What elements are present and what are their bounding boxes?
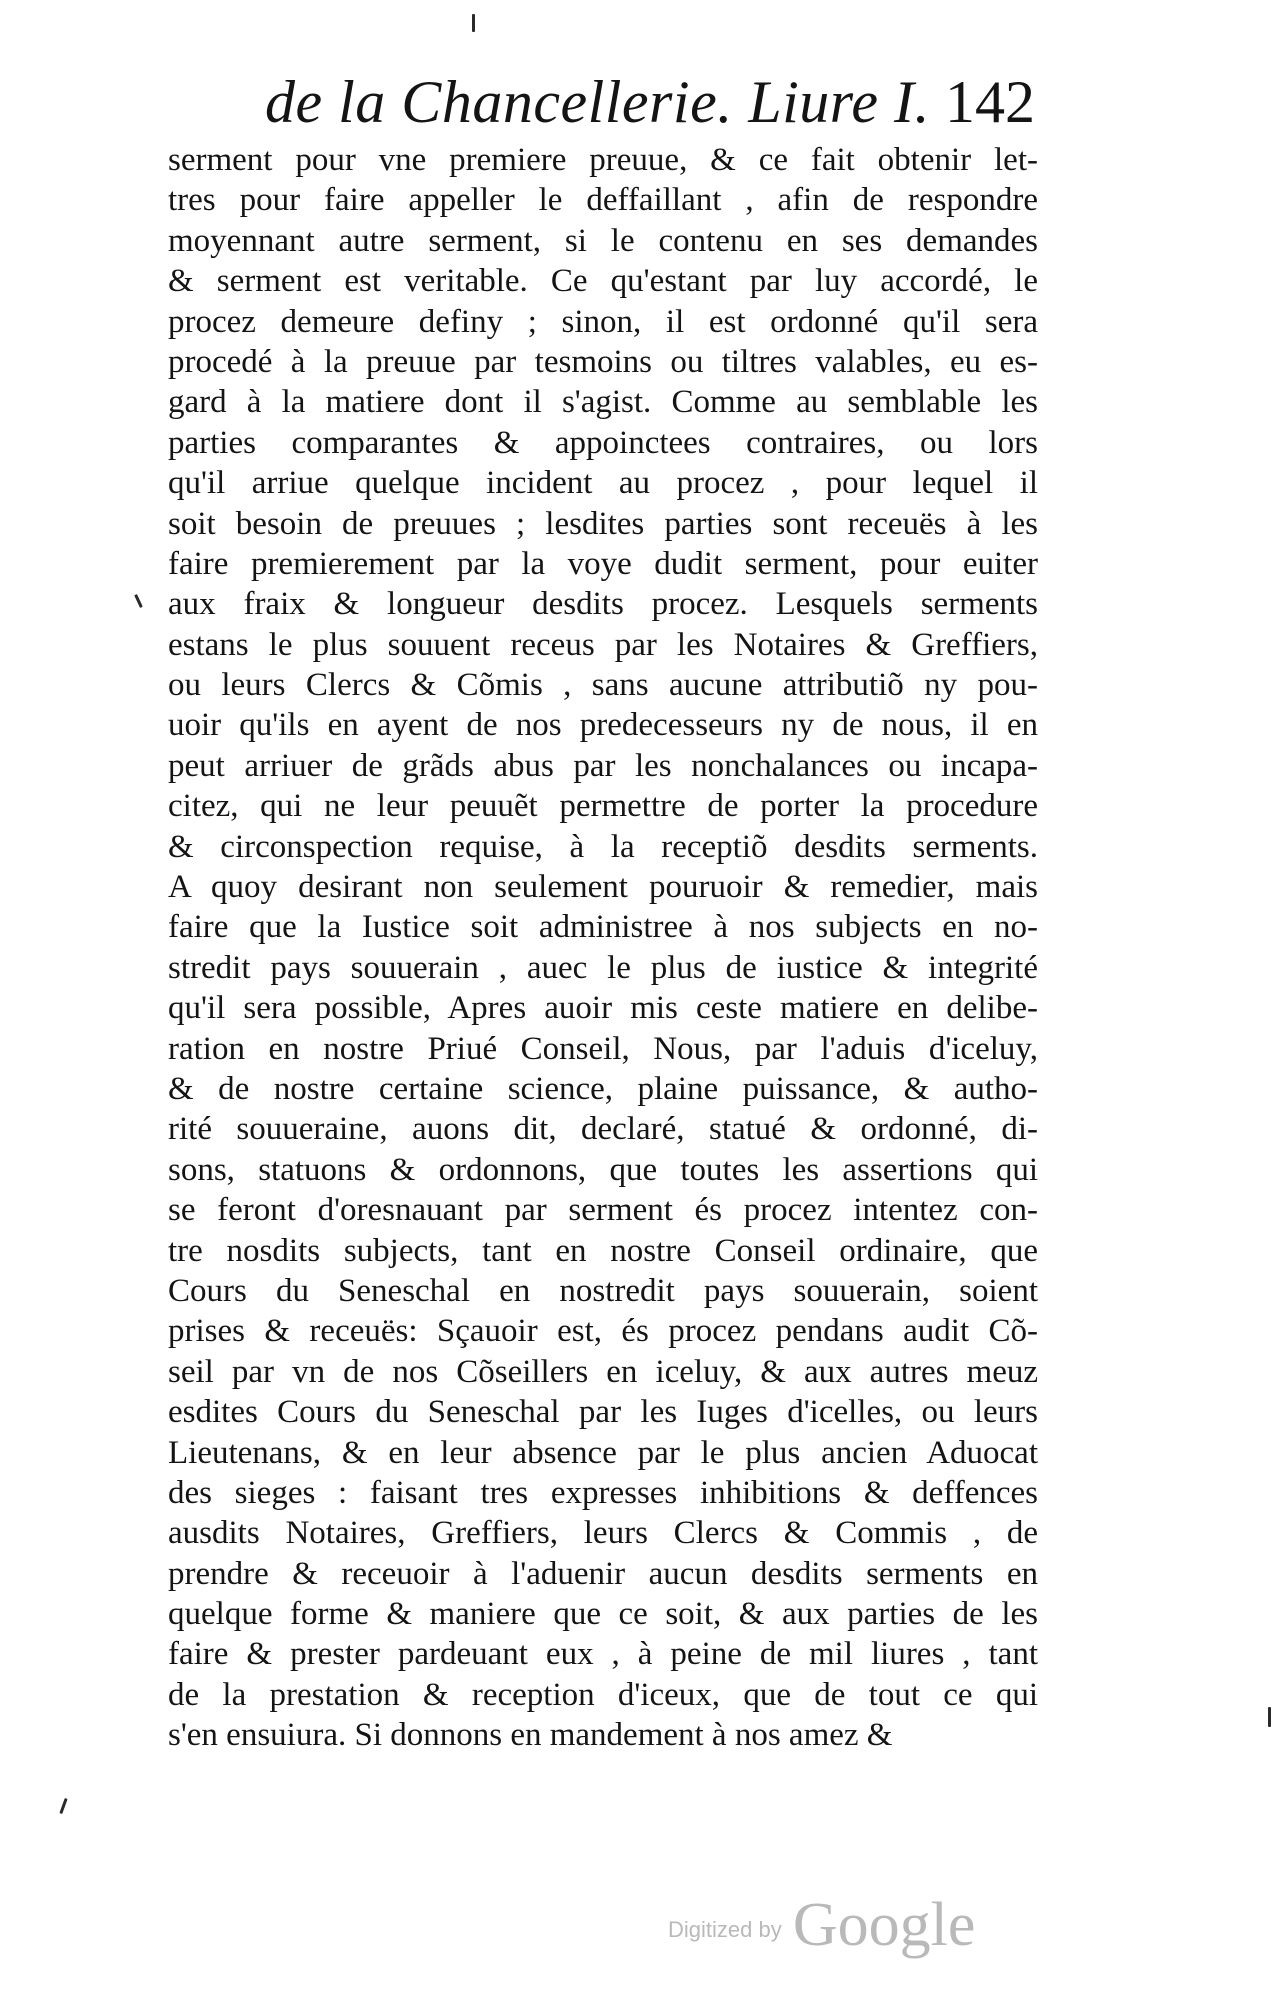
scan-mark xyxy=(472,14,475,32)
text-line: procedé à la preuue par tesmoins ou tiltres valables, eu es- xyxy=(168,343,1038,380)
text-line: se feront d'oresnauant par serment és procez intentez con- xyxy=(168,1192,1038,1229)
text-line: qu'il arriue quelque incident au procez , pour lequel il xyxy=(168,465,1038,502)
text-line: faire & prester pardeuant eux , à peine de mil liures , tant xyxy=(168,1636,1038,1673)
text-line: uoir qu'ils en ayent de nos predecesseurs ny de nous, il en xyxy=(168,707,1038,744)
scan-mark xyxy=(1268,1707,1271,1727)
text-line: tre nosdits subjects, tant en nostre Conseil ordinaire, que xyxy=(168,1232,1038,1269)
text-line: qu'il sera possible, Apres auoir mis ceste matiere en delibe- xyxy=(168,990,1038,1027)
text-line: citez, qui ne leur peuuẽt permettre de porter la procedure xyxy=(168,788,1038,825)
text-line: ration en nostre Priué Conseil, Nous, par l'aduis d'iceluy, xyxy=(168,1030,1038,1067)
text-line: sons, statuons & ordonnons, que toutes les assertions qui xyxy=(168,1151,1038,1188)
text-line: ausdits Notaires, Greffiers, leurs Clercs & Commis , de xyxy=(168,1515,1038,1552)
text-line: stredit pays souuerain , auec le plus de iustice & integrité xyxy=(168,949,1038,986)
text-line: procez demeure definy ; sinon, il est ordonné qu'il sera xyxy=(168,303,1038,340)
scan-mark xyxy=(134,594,143,608)
text-line: peut arriuer de grãds abus par les nonchalances ou incapa- xyxy=(168,747,1038,784)
text-line: seil par vn de nos Cõseillers en iceluy, & aux autres meuz xyxy=(168,1353,1038,1390)
text-line: aux fraix & longueur desdits procez. Lesquels serments xyxy=(168,586,1038,623)
text-line: gard à la matiere dont il s'agist. Comme au semblable les xyxy=(168,384,1038,421)
text-line: A quoy desirant non seulement pouruoir & remedier, mais xyxy=(168,869,1038,906)
text-line: rité souueraine, auons dit, declaré, statué & ordonné, di- xyxy=(168,1111,1038,1148)
text-line: & serment est veritable. Ce qu'estant par luy accordé, le xyxy=(168,263,1038,300)
text-line: Cours du Seneschal en nostredit pays souuerain, soient xyxy=(168,1272,1038,1309)
credit-brand: Google xyxy=(792,1891,976,1959)
text-line: estans le plus souuent receus par les Notaires & Greffiers, xyxy=(168,626,1038,663)
text-line: & circonspection requise, à la receptiõ desdits serments. xyxy=(168,828,1038,865)
body-text xyxy=(168,140,1038,1756)
digitization-credit xyxy=(668,1885,1028,1965)
text-line: esdites Cours du Seneschal par les Iuges d'icelles, ou leurs xyxy=(168,1394,1038,1431)
text-line: des sieges : faisant tres expresses inhibitions & deffences xyxy=(168,1474,1038,1511)
text-line: prendre & receuoir à l'aduenir aucun desdits serments en xyxy=(168,1555,1038,1592)
scan-mark xyxy=(59,1798,67,1814)
page-number: 142 xyxy=(945,69,1035,135)
credit-prefix: Digitized by xyxy=(668,1917,782,1942)
text-line: & de nostre certaine science, plaine puissance, & autho- xyxy=(168,1070,1038,1107)
text-line: faire que la Iustice soit administree à nos subjects en no- xyxy=(168,909,1038,946)
text-line: prises & receuës: Sçauoir est, és procez pendans audit Cõ- xyxy=(168,1313,1038,1350)
running-title: de la Chancellerie. Liure I. xyxy=(265,69,930,135)
text-line: faire premierement par la voye dudit serment, pour euiter xyxy=(168,545,1038,582)
text-line: ou leurs Clercs & Cõmis , sans aucune attributiõ ny pou- xyxy=(168,667,1038,704)
text-line: parties comparantes & appoinctees contraires, ou lors xyxy=(168,424,1038,461)
text-line: tres pour faire appeller le deffaillant , afin de respondre xyxy=(168,182,1038,219)
text-line: s'en ensuiura. Si donnons en mandement à nos amez & xyxy=(168,1717,893,1754)
text-line: moyennant autre serment, si le contenu en ses demandes xyxy=(168,222,1038,259)
text-line: soit besoin de preuues ; lesdites parties sont receuës à les xyxy=(168,505,1038,542)
text-line: quelque forme & maniere que ce soit, & aux parties de les xyxy=(168,1596,1038,1633)
text-line: serment pour vne premiere preuue, & ce fait obtenir let- xyxy=(168,142,1038,178)
text-line: Lieutenans, & en leur absence par le plus ancien Aduocat xyxy=(168,1434,1038,1471)
text-line: de la prestation & reception d'iceux, que de tout ce qui xyxy=(168,1676,1038,1713)
